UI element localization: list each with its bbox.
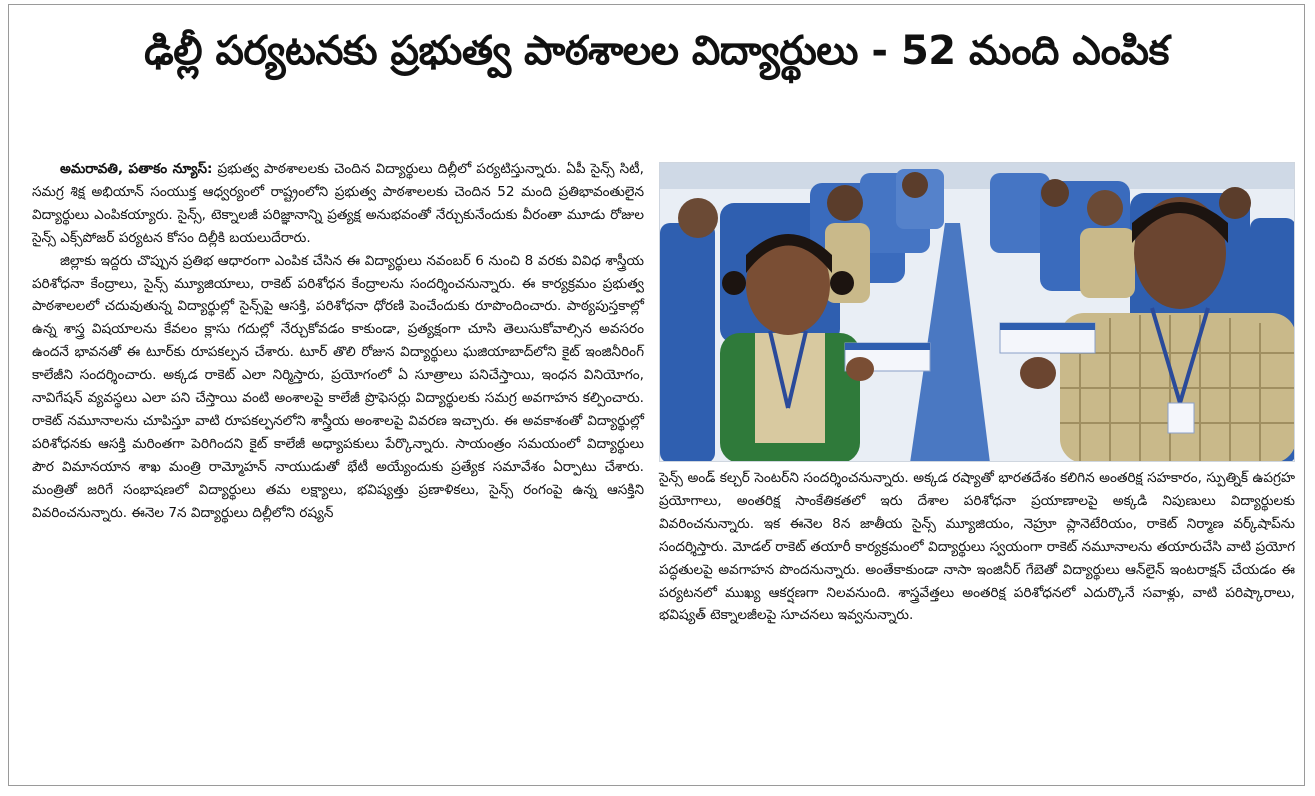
article-paragraph-1-text: ప్రభుత్వ పాఠశాలలకు చెందిన విద్యార్థులు దిల్లీలో పర్యటిస్తున్నారు. ఏపీ సైన్స్ సిటీ, సమగ్ర శిక్ష అభియాన్ సంయుక్త ఆధ్వర్యంలో రాష్ట్రంలోని ప్రభుత్వ పాఠశాలలకు చెందిన 52 మంది ప్రతిభావంతులైన విద్యార్థులు ఎంపికయ్యారు. సైన్స్, టెక్నాలజీ పరిజ్ఞానాన్ని ప్రత్యక్ష అనుభవంతో నేర్చుకునేందుకు వీరంతా మూడు రోజుల సైన్స్ ఎక్స్‌పోజర్ పర్యటన కోసం దిల్లీకి బయలుదేరారు. — [32, 161, 645, 246]
students-in-plane-photo — [660, 163, 1295, 462]
article-photo — [659, 162, 1295, 462]
article-headline: ఢిల్లీ పర్యటనకు ప్రభుత్వ పాఠశాలల విద్యార్థులు - 52 మంది ఎంపిక — [144, 28, 1169, 74]
article-column-left — [32, 158, 644, 525]
article-column-right — [659, 467, 1295, 627]
article-paragraph-2: జిల్లాకు ఇద్దరు చొప్పున ప్రతిభ ఆధారంగా ఎంపిక చేసిన ఈ విద్యార్థులు నవంబర్ 6 నుంచి 8 వరకు వివిధ శాస్త్రీయ పరిశోధనా కేంద్రాలు, సైన్స్ మ్యూజియాలు, రాకెట్ పరిశోధన కేంద్రాలను సందర్శించనున్నారు. ఈ కార్యక్రమం ప్రభుత్వ పాఠశాలలలో చదువుతున్న విద్యార్థుల్లో సైన్స్‌పై ఆసక్తి, పరిశోధనా ధోరణి పెంచేందుకు రూపొందించారు. పాఠ్యపుస్తకాల్లో ఉన్న శాస్త్ర విషయాలను కేవలం క్లాసు గదుల్లో నేర్చుకోవడం కాకుండా, ప్రత్యక్షంగా చూసి తెలుసుకోవాల్సిన అవసరం ఉందనే భావనతో ఈ టూర్‌కు రూపకల్పన చేశారు. టూర్ తొలి రోజున విద్యార్థులు ఘజియాబాద్‌లోని కైట్ ఇంజినీరింగ్ కాలేజీని సందర్శించారు. అక్కడ రాకెట్ ఎలా నిర్మిస్తారు, ప్రయోగంలో ఏ సూత్రాలు పనిచేస్తాయి, ఇంధన వినియోగం, నావిగేషన్ వ్యవస్థలు ఎలా పని చేస్తాయి వంటి అంశాలపై కాలేజీ ప్రొఫెసర్లు విద్యార్థులకు సమగ్ర అవగాహన కల్పించారు. రాకెట్ నమూనాలను చూపిస్తూ వాటి రూపకల్పనలోని శాస్త్రీయ అంశాలపై వివరణ ఇచ్చారు. ఈ అవకాశంతో విద్యార్థుల్లో పరిశోధనకు ఆసక్తి మరింతగా పెరిగిందని కైట్ కాలేజీ అధ్యాపకులు పేర్కొన్నారు. సాయంత్రం సమయంలో విద్యార్థులు పౌర విమానయాన శాఖ మంత్రి రామ్మోహన్ నాయుడుతో భేటీ అయ్యేందుకు ప్రత్యేక సమావేశం ఏర్పాటు చేశారు. మంత్రితో జరిగే సంభాషణలో విద్యార్థులు తమ లక్ష్యాలు, భవిష్యత్తు ప్రణాళికలు, సైన్స్ రంగంపై ఉన్న ఆసక్తిని వివరించనున్నారు. ఈనెల 7న విద్యార్థులు దిల్లీలోని రష్యన్ — [32, 252, 644, 521]
article-paragraph-3: సైన్స్ అండ్ కల్చర్ సెంటర్‌ని సందర్శించనున్నారు. అక్కడ రష్యాతో భారతదేశం కలిగిన అంతరిక్ష సహకారం, స్పుత్నిక్ ఉపగ్రహ ప్రయోగాలు, అంతరిక్ష సాంకేతికతలో ఇరు దేశాల పరిశోధనా ప్రయాణాలపై అక్కడి నిపుణులు విద్యార్థులకు వివరించనున్నారు. ఇక ఈనెల 8న జాతీయ సైన్స్ మ్యూజియం, నెహ్రూ ప్లానెటేరియం, రాకెట్ నిర్మాణ వర్క్‌షాప్‌ను సందర్శిస్తారు. మోడల్ రాకెట్ తయారీ కార్యక్రమంలో విద్యార్థులు స్వయంగా రాకెట్ నమూనాలను తయారుచేసి వాటి ప్రయోగ పద్ధతులపై అవగాహన పొందనున్నారు. అంతేకాకుండా నాసా ఇంజినీర్ గేబెతో విద్యార్థులు ఆన్‌లైన్ ఇంటరాక్షన్ చేయడం ఈ పర్యటనలో ముఖ్య ఆకర్షణగా నిలవనుంది. శాస్త్రవేత్తలు అంతరిక్ష పరిశోధనలో ఎదుర్కొనే సవాళ్లు, వాటి పరిష్కారాలు, భవిష్యత్ టెక్నాలజీలపై సూచనలు ఇవ్వనున్నారు. — [659, 470, 1295, 624]
overhead-bins — [660, 163, 1295, 189]
article-paragraph-1 — [32, 158, 644, 250]
newspaper-clipping — [8, 4, 1305, 786]
article-dateline: అమరావతి, పతాకం న్యూస్: — [60, 161, 213, 177]
